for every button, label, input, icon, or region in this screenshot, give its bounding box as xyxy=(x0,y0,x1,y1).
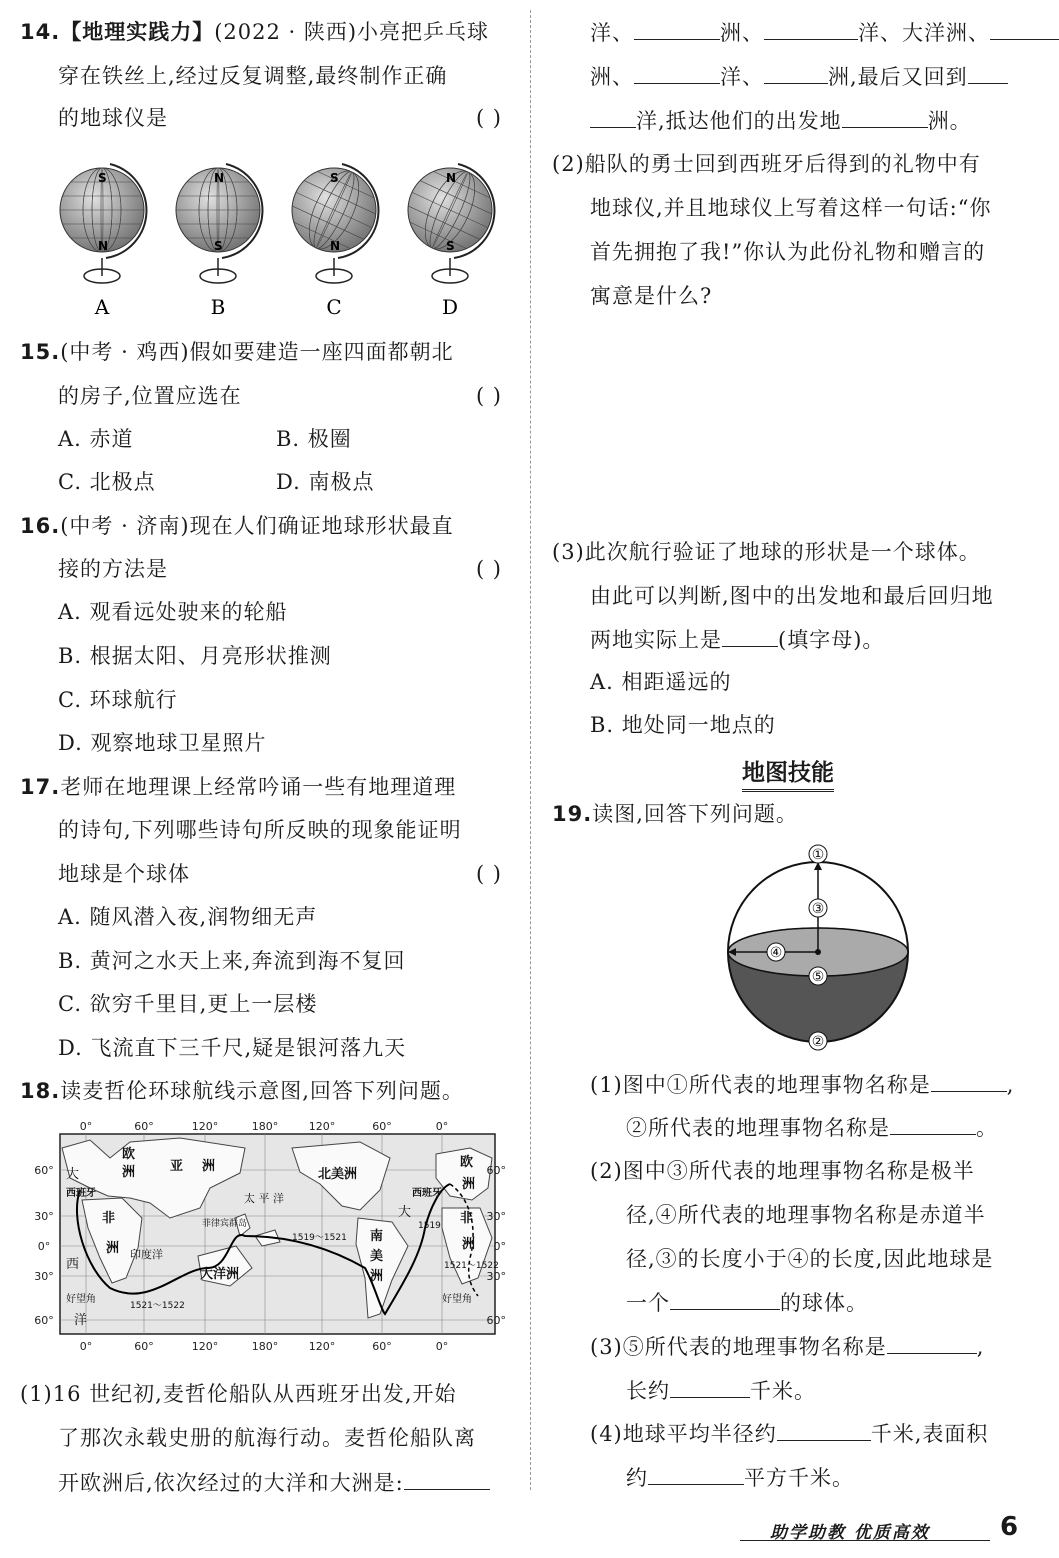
globe-option-letter: B xyxy=(210,295,226,318)
q15-line1 xyxy=(20,338,454,366)
sub3-line3a: 两地实际上是 xyxy=(590,628,722,652)
q19-sub3-line2 xyxy=(626,1376,816,1405)
label-spain-right: 西班牙 xyxy=(412,1188,442,1199)
map-right-latitude: 60° xyxy=(486,1314,506,1327)
map-left-latitude: 60° xyxy=(34,1164,54,1177)
map-bottom-tick: 60° xyxy=(134,1340,154,1353)
label-africa-left-2: 洲 xyxy=(106,1241,120,1256)
q18-blank-1[interactable] xyxy=(404,1468,490,1490)
q18-blank-8[interactable] xyxy=(590,106,636,128)
earth-sphere-diagram xyxy=(720,840,920,1055)
label-philippines: 菲律宾群岛 xyxy=(202,1219,248,1229)
q18-sub1-line3-text: 开欧洲后,依次经过的大洋和大洲是: xyxy=(58,1471,404,1495)
r2-t2: 洲,最后又回到 xyxy=(828,65,968,89)
q19-s3a-end: , xyxy=(976,1335,985,1359)
q18-sub3-line1: (3)此次航行验证了地球的形状是一个球体。 xyxy=(552,540,981,564)
q19-s4b-a: 约 xyxy=(626,1466,648,1490)
marker-4: ④ xyxy=(769,945,783,961)
q18-blank-6[interactable] xyxy=(764,62,828,84)
q18-sub1-line3 xyxy=(58,1468,490,1497)
q17-option-b[interactable]: B. 黄河之水天上来,奔流到海不复回 xyxy=(58,949,406,973)
q19-blank-6[interactable] xyxy=(777,1419,871,1441)
q17-option-d[interactable]: D. 飞流直下三千尺,疑是银河落九天 xyxy=(58,1036,407,1060)
q19-s2d-b: 的球体。 xyxy=(780,1291,868,1315)
label-europe-left: 欧 xyxy=(122,1147,136,1162)
globe-top-pole-label: S xyxy=(98,171,107,185)
map-bottom-tick: 120° xyxy=(308,1340,336,1353)
r1-t1: 洲、 xyxy=(720,21,764,45)
map-right-latitude: 30° xyxy=(486,1270,506,1283)
q17-number: 17. xyxy=(20,775,61,799)
globe-bottom-pole-label: N xyxy=(330,239,341,253)
q19-s4a-b: 千米,表面积 xyxy=(870,1422,989,1446)
r2-t0: 洲、 xyxy=(590,65,634,89)
q17-option-c[interactable]: C. 欲穷千里目,更上一层楼 xyxy=(58,992,318,1016)
q19-sub2-line3: 径,③的长度小于④的长度,因此地球是 xyxy=(626,1247,994,1271)
label-spain-left: 西班牙 xyxy=(66,1188,96,1199)
q17-line3-text: 地球是个球体 xyxy=(58,862,190,886)
q19-sub1-line1 xyxy=(590,1070,1014,1099)
q19-s4b-b: 平方千米。 xyxy=(744,1466,854,1490)
map-right-latitude: 30° xyxy=(486,1210,506,1223)
q17-line2: 的诗句,下列哪些诗句所反映的现象能证明 xyxy=(58,818,462,842)
center-point xyxy=(815,949,821,955)
q17-option-a[interactable]: A. 随风潜入夜,润物细无声 xyxy=(58,905,318,929)
label-north-america: 北美洲 xyxy=(318,1167,358,1182)
globe-option-b[interactable] xyxy=(176,164,262,318)
section-title-map-skills: 地图技能 xyxy=(742,754,834,792)
q16-option-d[interactable]: D. 观察地球卫星照片 xyxy=(58,731,267,755)
map-top-tick: 120° xyxy=(308,1120,336,1133)
q19-s2d-a: 一个 xyxy=(626,1291,670,1315)
q19-s3b-b: 千米。 xyxy=(750,1379,816,1403)
q15-line2-text: 的房子,位置应选在 xyxy=(58,384,242,408)
q16-line1 xyxy=(20,512,454,540)
q18-sub3-option-b[interactable]: B. 地处同一地点的 xyxy=(590,713,776,737)
q19-line1 xyxy=(552,800,798,828)
q14-line2: 穿在铁丝上,经过反复调整,最终制作正确 xyxy=(58,64,448,88)
q19-blank-4[interactable] xyxy=(887,1332,977,1354)
r3-t0: 洋,抵达他们的出发地 xyxy=(636,109,842,133)
q19-blank-1[interactable] xyxy=(931,1070,1007,1092)
q18-sub1-cont-line3 xyxy=(590,106,972,135)
marker-3: ③ xyxy=(811,901,825,917)
label-years-1521-1522: 1521～1522 xyxy=(130,1301,185,1311)
label-asia-2: 洲 xyxy=(202,1159,216,1174)
globe-bottom-pole-label: N xyxy=(98,239,109,253)
map-bottom-tick: 120° xyxy=(191,1340,219,1353)
q16-option-c[interactable]: C. 环球航行 xyxy=(58,688,178,712)
q19-sub2-line4 xyxy=(626,1288,868,1317)
footer-slogan: 助学助教 优质高效 xyxy=(770,1523,930,1543)
map-top-tick: 120° xyxy=(191,1120,219,1133)
q18-blank-9[interactable] xyxy=(842,106,928,128)
q15-answer-bracket: ( ) xyxy=(475,384,502,408)
q16-line2 xyxy=(58,555,508,583)
label-years-1519-1521: 1519～1521 xyxy=(292,1233,347,1243)
q19-sub3-line1 xyxy=(590,1332,984,1361)
label-atlantic-left-3: 洋 xyxy=(74,1313,88,1328)
globe-option-letter: D xyxy=(441,295,459,318)
map-top-tick: 60° xyxy=(372,1120,392,1133)
label-europe-right: 欧 xyxy=(460,1155,474,1170)
q18-sub1-line2: 了那次永载史册的航海行动。麦哲伦船队离 xyxy=(58,1426,476,1450)
globe-option-letter: C xyxy=(326,295,342,318)
column-divider xyxy=(530,10,531,1490)
q18-line1 xyxy=(20,1077,464,1105)
globe-option-letter: A xyxy=(94,295,110,318)
q19-sub1-line2 xyxy=(626,1113,998,1142)
q18-blank-3[interactable] xyxy=(764,18,858,40)
label-europe-right-2: 洲 xyxy=(462,1177,476,1192)
q15-option-c[interactable]: C. 北极点 xyxy=(58,470,156,494)
map-right-latitude: 0° xyxy=(493,1240,506,1253)
q19-sub4-line2 xyxy=(626,1463,854,1492)
label-atlantic-left-2: 西 xyxy=(66,1257,80,1272)
globe-bottom-pole-label: S xyxy=(446,239,455,253)
q18-sub3-option-a[interactable]: A. 相距遥远的 xyxy=(590,670,732,694)
label-atlantic-left-1: 大 xyxy=(66,1167,80,1182)
globe-option-d[interactable] xyxy=(408,164,494,318)
label-cape-good-hope-right: 好望角 xyxy=(442,1294,472,1305)
globe-option-a[interactable] xyxy=(60,164,146,318)
q15-number: 15. xyxy=(20,340,61,364)
sub3-line3b: (填字母)。 xyxy=(778,628,885,652)
map-right-latitude: 60° xyxy=(486,1164,506,1177)
map-bottom-tick: 60° xyxy=(372,1340,392,1353)
q15-line2 xyxy=(58,382,508,410)
q19-s1a: (1)图中①所代表的地理事物名称是 xyxy=(590,1073,931,1097)
q17-line3 xyxy=(58,860,508,888)
label-south-america-2: 美 xyxy=(370,1249,384,1264)
page-number: 6 xyxy=(1000,1512,1019,1542)
q14-number: 14. xyxy=(20,20,61,44)
label-cape-good-hope-left: 好望角 xyxy=(66,1294,96,1305)
q18-blank-4[interactable] xyxy=(990,18,1059,40)
marker-1: ① xyxy=(811,847,825,863)
q14-line3-text: 的地球仪是 xyxy=(58,106,168,130)
q18-number: 18. xyxy=(20,1079,61,1103)
map-top-tick: 0° xyxy=(435,1120,449,1133)
q18-blank-2[interactable] xyxy=(634,18,720,40)
q18-sub2-line3: 首先拥抱了我!”你认为此份礼物和赠言的 xyxy=(590,240,986,264)
q14-line3 xyxy=(58,104,508,132)
map-bottom-tick: 0° xyxy=(435,1340,449,1353)
globe-bottom-pole-label: S xyxy=(214,239,223,253)
magellan-route-map xyxy=(30,1118,510,1368)
label-africa-right: 非 xyxy=(460,1211,474,1226)
q15-option-b[interactable]: B. 极圈 xyxy=(276,427,352,451)
label-asia: 亚 xyxy=(170,1159,184,1174)
q19-blank-5[interactable] xyxy=(670,1376,750,1398)
q18-blank-5[interactable] xyxy=(634,62,720,84)
label-africa-right-2: 洲 xyxy=(462,1237,476,1252)
q19-number: 19. xyxy=(552,802,593,826)
q14-tag: 【地理实践力】 xyxy=(60,20,215,44)
q19-s4a: (4)地球平均半径约 xyxy=(590,1422,777,1446)
map-left-latitude: 30° xyxy=(34,1210,54,1223)
q19-s3b-a: 长约 xyxy=(626,1379,670,1403)
q18-sub1-cont-line1 xyxy=(590,18,1059,47)
q19-sub2-line1: (2)图中③所代表的地理事物名称是极半 xyxy=(590,1159,975,1183)
label-south-america-1: 南 xyxy=(370,1229,384,1244)
q18-sub3-blank[interactable] xyxy=(722,625,778,647)
globe-top-pole-label: N xyxy=(446,171,457,185)
map-top-tick: 180° xyxy=(251,1120,279,1133)
q18-sub3-line2: 由此可以判断,图中的出发地和最后回归地 xyxy=(590,584,994,608)
map-top-tick: 60° xyxy=(134,1120,154,1133)
q18-sub3-line3 xyxy=(590,625,884,654)
label-year-1519: 1519 xyxy=(418,1221,441,1231)
q14-text: (2022 · 陕西)小亮把乒乓球 xyxy=(214,20,490,44)
label-europe-left-2: 洲 xyxy=(122,1165,136,1180)
q18-sub1-line1: (1)16 世纪初,麦哲伦船队从西班牙出发,开始 xyxy=(20,1382,457,1406)
q18-sub2-line1: (2)船队的勇士回到西班牙后得到的礼物中有 xyxy=(552,152,981,176)
r1-t2: 洋、大洋洲、 xyxy=(858,21,990,45)
q18-sub2-line2: 地球仪,并且地球仪上写着这样一句话:“你 xyxy=(590,196,992,220)
r2-t1: 洋、 xyxy=(720,65,764,89)
q16-option-b[interactable]: B. 根据太阳、月亮形状推测 xyxy=(58,644,332,668)
q19-sub4-line1 xyxy=(590,1419,988,1448)
map-bottom-tick: 0° xyxy=(79,1340,93,1353)
map-left-latitude: 0° xyxy=(37,1240,51,1253)
label-south-america-3: 洲 xyxy=(370,1269,384,1284)
q17-line1 xyxy=(20,773,456,801)
map-top-tick: 0° xyxy=(79,1120,93,1133)
q16-text: (中考 · 济南)现在人们确证地球形状最直 xyxy=(60,514,454,538)
globe-top-pole-label: N xyxy=(214,171,225,185)
q17-text: 老师在地理课上经常吟诵一些有地理道理 xyxy=(60,775,457,799)
q19-s1b: ②所代表的地理事物名称是 xyxy=(626,1116,890,1140)
label-indian-ocean: 印度洋 xyxy=(130,1248,163,1261)
r1-t0: 洋、 xyxy=(590,21,634,45)
q16-answer-bracket: ( ) xyxy=(475,557,502,581)
q19-blank-3[interactable] xyxy=(670,1288,780,1310)
q18-blank-7[interactable] xyxy=(968,62,1008,84)
q15-option-d[interactable]: D. 南极点 xyxy=(276,470,375,494)
q16-number: 16. xyxy=(20,514,61,538)
map-left-latitude: 30° xyxy=(34,1270,54,1283)
globe-top-pole-label: S xyxy=(330,171,339,185)
q19-sub2-line2: 径,④所代表的地理事物名称是赤道半 xyxy=(626,1203,986,1227)
q14-globe-options xyxy=(40,148,520,318)
q19-stem: 读图,回答下列问题。 xyxy=(592,802,798,826)
q18-sub1-cont-line2 xyxy=(590,62,1008,91)
q17-answer-bracket: ( ) xyxy=(475,862,502,886)
q19-s1a-end: , xyxy=(1006,1073,1015,1097)
q19-blank-2[interactable] xyxy=(890,1113,976,1135)
q14-line1 xyxy=(20,18,489,46)
label-years-1521-1522-right: 1521～1522 xyxy=(444,1261,499,1271)
globe-option-c[interactable] xyxy=(292,164,378,318)
q16-option-a[interactable]: A. 观看远处驶来的轮船 xyxy=(58,600,288,624)
label-africa-left: 非 xyxy=(102,1211,116,1226)
q18-sub2-line4: 寓意是什么? xyxy=(590,284,713,308)
q19-s1b-end: 。 xyxy=(976,1116,998,1140)
label-oceania: 大洋洲 xyxy=(200,1267,240,1282)
q18-stem: 读麦哲伦环球航线示意图,回答下列问题。 xyxy=(60,1079,464,1103)
r3-t1: 洲。 xyxy=(927,109,972,133)
q16-line2-text: 接的方法是 xyxy=(58,557,168,581)
marker-5: ⑤ xyxy=(811,969,825,985)
map-bottom-tick: 180° xyxy=(251,1340,279,1353)
q15-option-a[interactable]: A. 赤道 xyxy=(58,427,134,451)
label-atlantic-right: 大 xyxy=(398,1205,412,1220)
marker-2: ② xyxy=(811,1034,825,1050)
q14-answer-bracket: ( ) xyxy=(475,106,502,130)
q15-text: (中考 · 鸡西)假如要建造一座四面都朝北 xyxy=(60,340,454,364)
q19-s3a: (3)⑤所代表的地理事物名称是 xyxy=(590,1335,887,1359)
q19-blank-7[interactable] xyxy=(648,1463,744,1485)
label-pacific: 太 平 洋 xyxy=(244,1192,284,1205)
map-left-latitude: 60° xyxy=(34,1314,54,1327)
